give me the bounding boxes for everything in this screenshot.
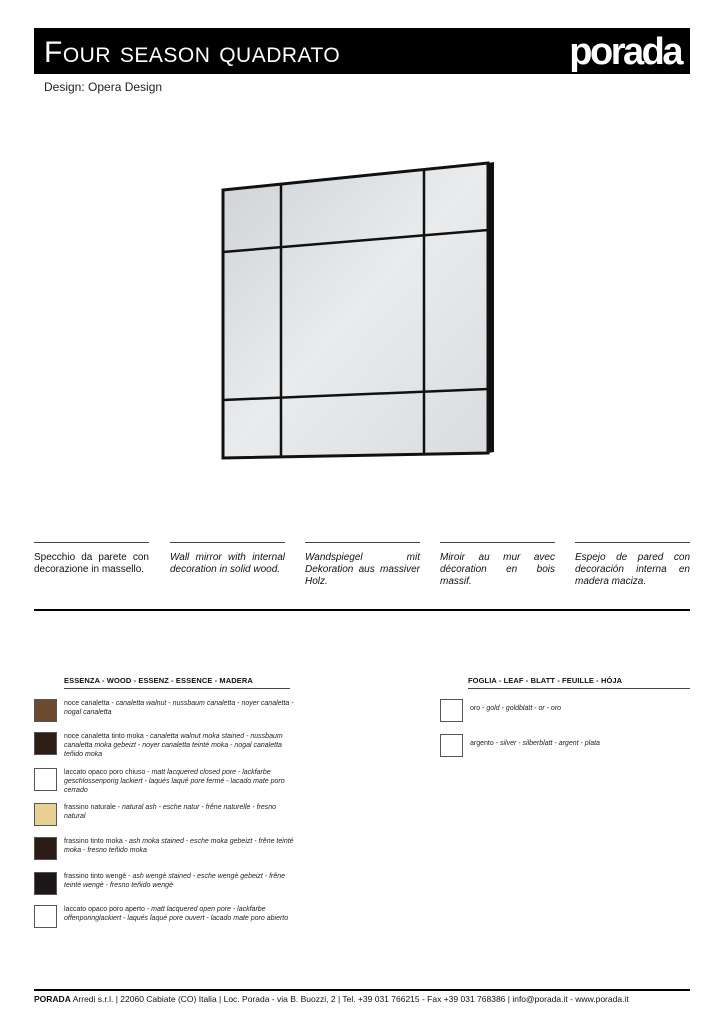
footer-company: PORADA bbox=[34, 994, 71, 1004]
mirror-product-image bbox=[220, 160, 495, 462]
porada-logo: porada bbox=[569, 31, 681, 73]
description-it: Specchio da parete con decorazione in massello. bbox=[34, 542, 149, 576]
finish-name: frassino naturale - bbox=[64, 804, 122, 811]
finish-name: argento - bbox=[470, 740, 500, 747]
finish-name: frassino tinto wengè - bbox=[64, 873, 133, 880]
wood-swatch bbox=[34, 872, 57, 895]
wood-swatch bbox=[34, 905, 57, 928]
leaf-swatch bbox=[440, 734, 463, 757]
finish-translations: matt lacquered open pore - lackfarbe offenporinglackiert - laqués laqué pore ouvert - lacado mate poro abierto bbox=[64, 906, 289, 923]
leaf-swatch bbox=[440, 699, 463, 722]
product-title: Four season quadrato bbox=[44, 36, 341, 69]
descriptions bbox=[34, 542, 690, 592]
finish-translations: matt lacquered closed pore - lackfarbe geschlossenporig lackiert - laqués laqué pore fermé - lacado mate poro cerrado bbox=[64, 769, 285, 795]
finish-translations: canaletta walnut - nussbaum canaletta - noyer canaletta - nogal canaletta bbox=[64, 700, 294, 717]
footer-address: Arredi s.r.l. | 22060 Cabiate (CO) Italia | Loc. Porada - via B. Buozzi, 2 | Tel. +39 031 766215 - Fax +39 031 768386 | info@porada.it - www.porada.it bbox=[70, 994, 629, 1004]
wood-section-heading: ESSENZA - WOOD - ESSENZ - ESSENCE - MADERA bbox=[64, 676, 290, 689]
description-fr: Miroir au mur avec décoration en bois massif. bbox=[440, 542, 555, 588]
wood-swatch bbox=[34, 699, 57, 722]
description-es: Espejo de pared con decoración interna en madera maciza. bbox=[575, 542, 690, 588]
wood-swatch bbox=[34, 768, 57, 791]
finish-name: laccato opaco poro aperto - bbox=[64, 906, 152, 913]
finish-translations: gold - goldblatt - or - oro bbox=[486, 705, 562, 712]
finish-name: oro - bbox=[470, 705, 487, 712]
leaf-section-heading: FOGLIA - LEAF - BLATT - FEUILLE - HÓJA bbox=[468, 676, 690, 689]
section-divider bbox=[34, 609, 690, 611]
finish-translations: canaletta walnut moka stained - nussbaum canaletta moka gebeizt - noyer canaletta teinté moka - nogal canaletta teñido moka bbox=[64, 733, 283, 759]
footer-divider bbox=[34, 989, 690, 991]
finish-translations: silver - silberblatt - argent - plata bbox=[499, 740, 600, 747]
finish-name: noce canaletta tinto moka - bbox=[64, 733, 150, 740]
footer-contact bbox=[34, 994, 629, 1004]
finish-translations: ash wengè stained - esche wengè gebeizt - frêne teinté wengè - fresno teñido wengè bbox=[64, 873, 286, 890]
description-de: Wandspiegel mit Dekoration aus massiver Holz. bbox=[305, 542, 420, 588]
finish-translations: natural ash - esche natur - frêne naturelle - fresno natural bbox=[64, 804, 277, 821]
wood-swatch bbox=[34, 803, 57, 826]
finish-name: frassino tinto moka - bbox=[64, 838, 129, 845]
wood-swatch bbox=[34, 732, 57, 755]
finish-name: noce canaletta - bbox=[64, 700, 116, 707]
wood-swatch bbox=[34, 837, 57, 860]
designer-credit: Design: Opera Design bbox=[44, 80, 163, 94]
finish-name: laccato opaco poro chiuso - bbox=[64, 769, 152, 776]
description-en: Wall mirror with internal decoration in solid wood. bbox=[170, 542, 285, 576]
finish-translations: ash moka stained - esche moka gebeizt - frêne teinté moka - fresno teñido moka bbox=[64, 838, 294, 855]
